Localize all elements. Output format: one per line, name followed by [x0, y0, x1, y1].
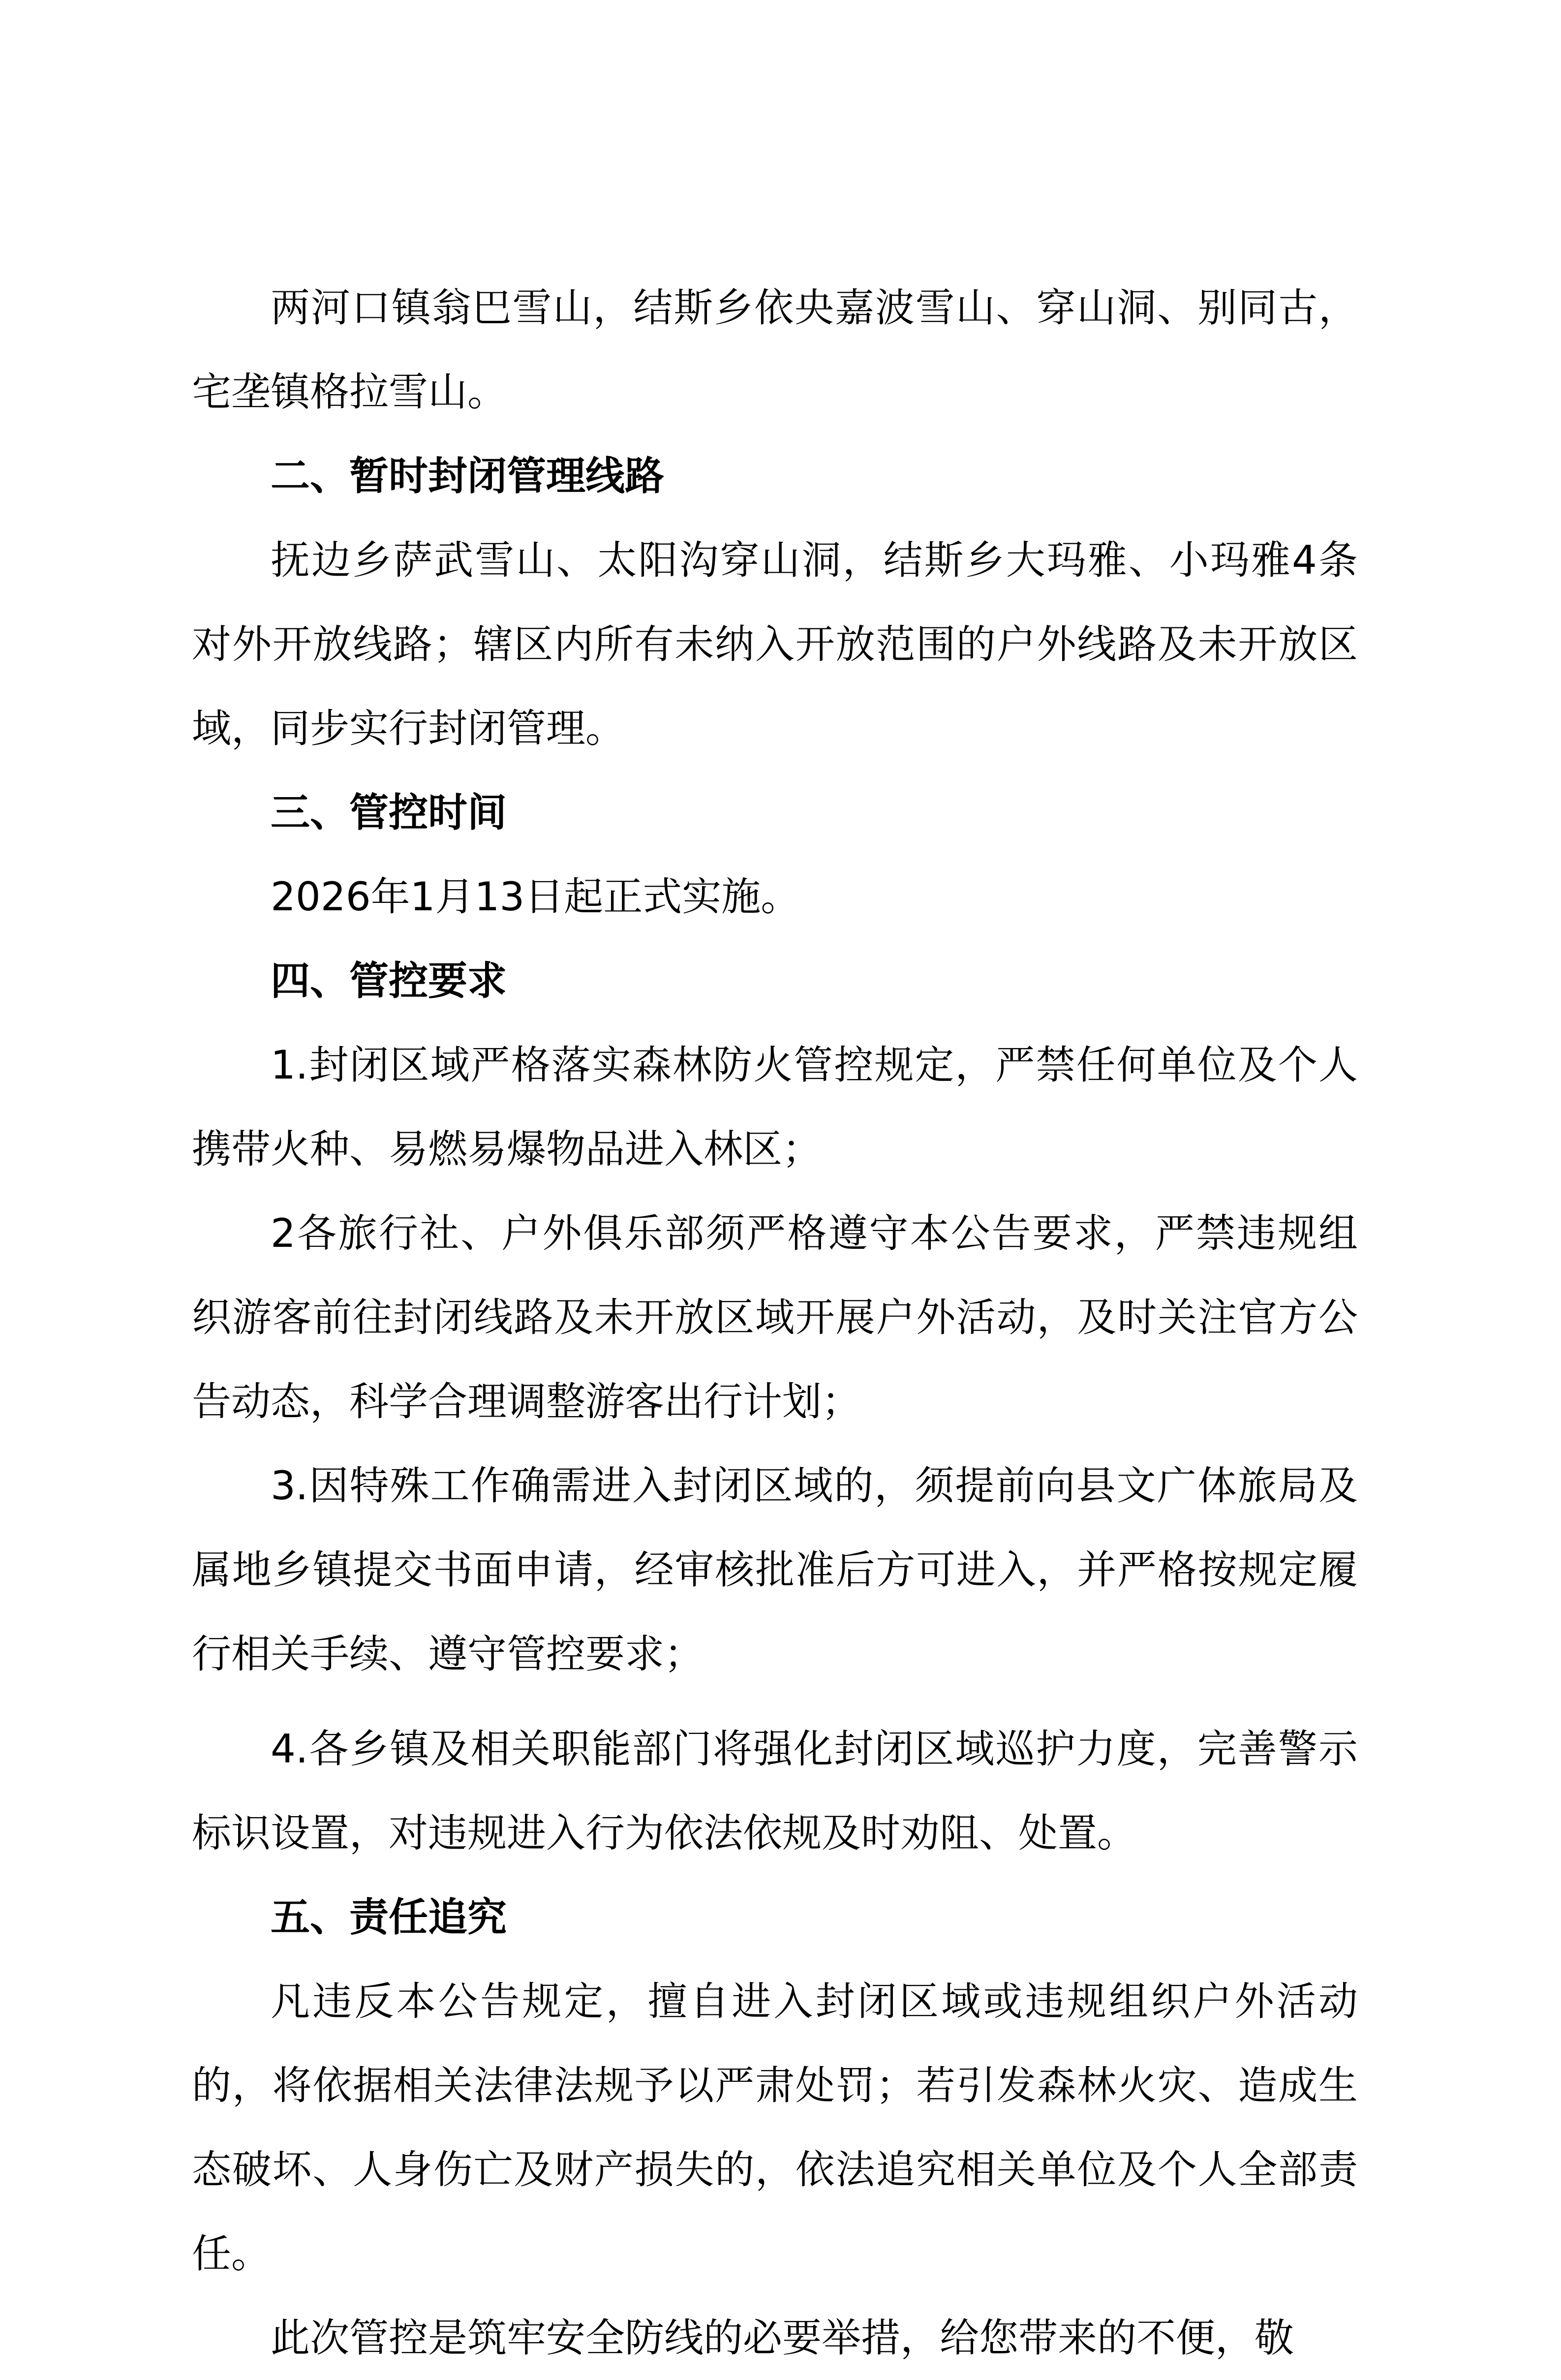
intro-paragraph: 两河口镇翁巴雪山，结斯乡依央嘉波雪山、穿山洞、别同古，宅垄镇格拉雪山。: [192, 285, 1358, 415]
section-heading-liability: 五、责任追究: [271, 1894, 507, 1940]
liability-paragraph: 凡违反本公告规定，擅自进入封闭区域或违规组织户外活动的，将依据相关法律法规予以严肃处罚；若引发森林火灾、造成生态破坏、人身伤亡及财产损失的，依法追究相关单位及个人全部责任。: [192, 1978, 1358, 2277]
section-heading-control-time: 三、管控时间: [271, 790, 507, 835]
section-heading-closed-routes: 二、暂时封闭管理线路: [271, 453, 664, 499]
section-heading-control-requirements: 四、管控要求: [271, 958, 507, 1004]
requirement-item-2: 2各旅行社、户外俱乐部须严格遵守本公告要求，严禁违规组织游客前往封闭线路及未开放区域开展户外活动，及时关注官方公告动态，科学合理调整游客出行计划；: [192, 1210, 1358, 1424]
requirement-item-3: 3.因特殊工作确需进入封闭区域的，须提前向县文广体旅局及属地乡镇提交书面申请，经审核批准后方可进入，并严格按规定履行相关手续、遵守管控要求；: [192, 1463, 1358, 1677]
closed-routes-paragraph: 抚边乡萨武雪山、太阳沟穿山洞，结斯乡大玛雅、小玛雅4条对外开放线路；辖区内所有未纳入开放范围的户外线路及未开放区域，同步实行封闭管理。: [192, 537, 1358, 751]
requirement-item-1: 1.封闭区域严格落实森林防火管控规定，严禁任何单位及个人携带火种、易燃易爆物品进入林区；: [192, 1042, 1358, 1172]
requirement-item-4: 4.各乡镇及相关职能部门将强化封闭区域巡护力度，完善警示标识设置，对违规进入行为依法依规及时劝阻、处置。: [192, 1726, 1358, 1856]
control-time-paragraph: 2026年1月13日起正式实施。: [271, 874, 800, 920]
document-page: [192, 266, 1358, 2380]
closing-paragraph: 此次管控是筑牢安全防线的必要举措，给您带来的不便，敬: [271, 2315, 1294, 2361]
